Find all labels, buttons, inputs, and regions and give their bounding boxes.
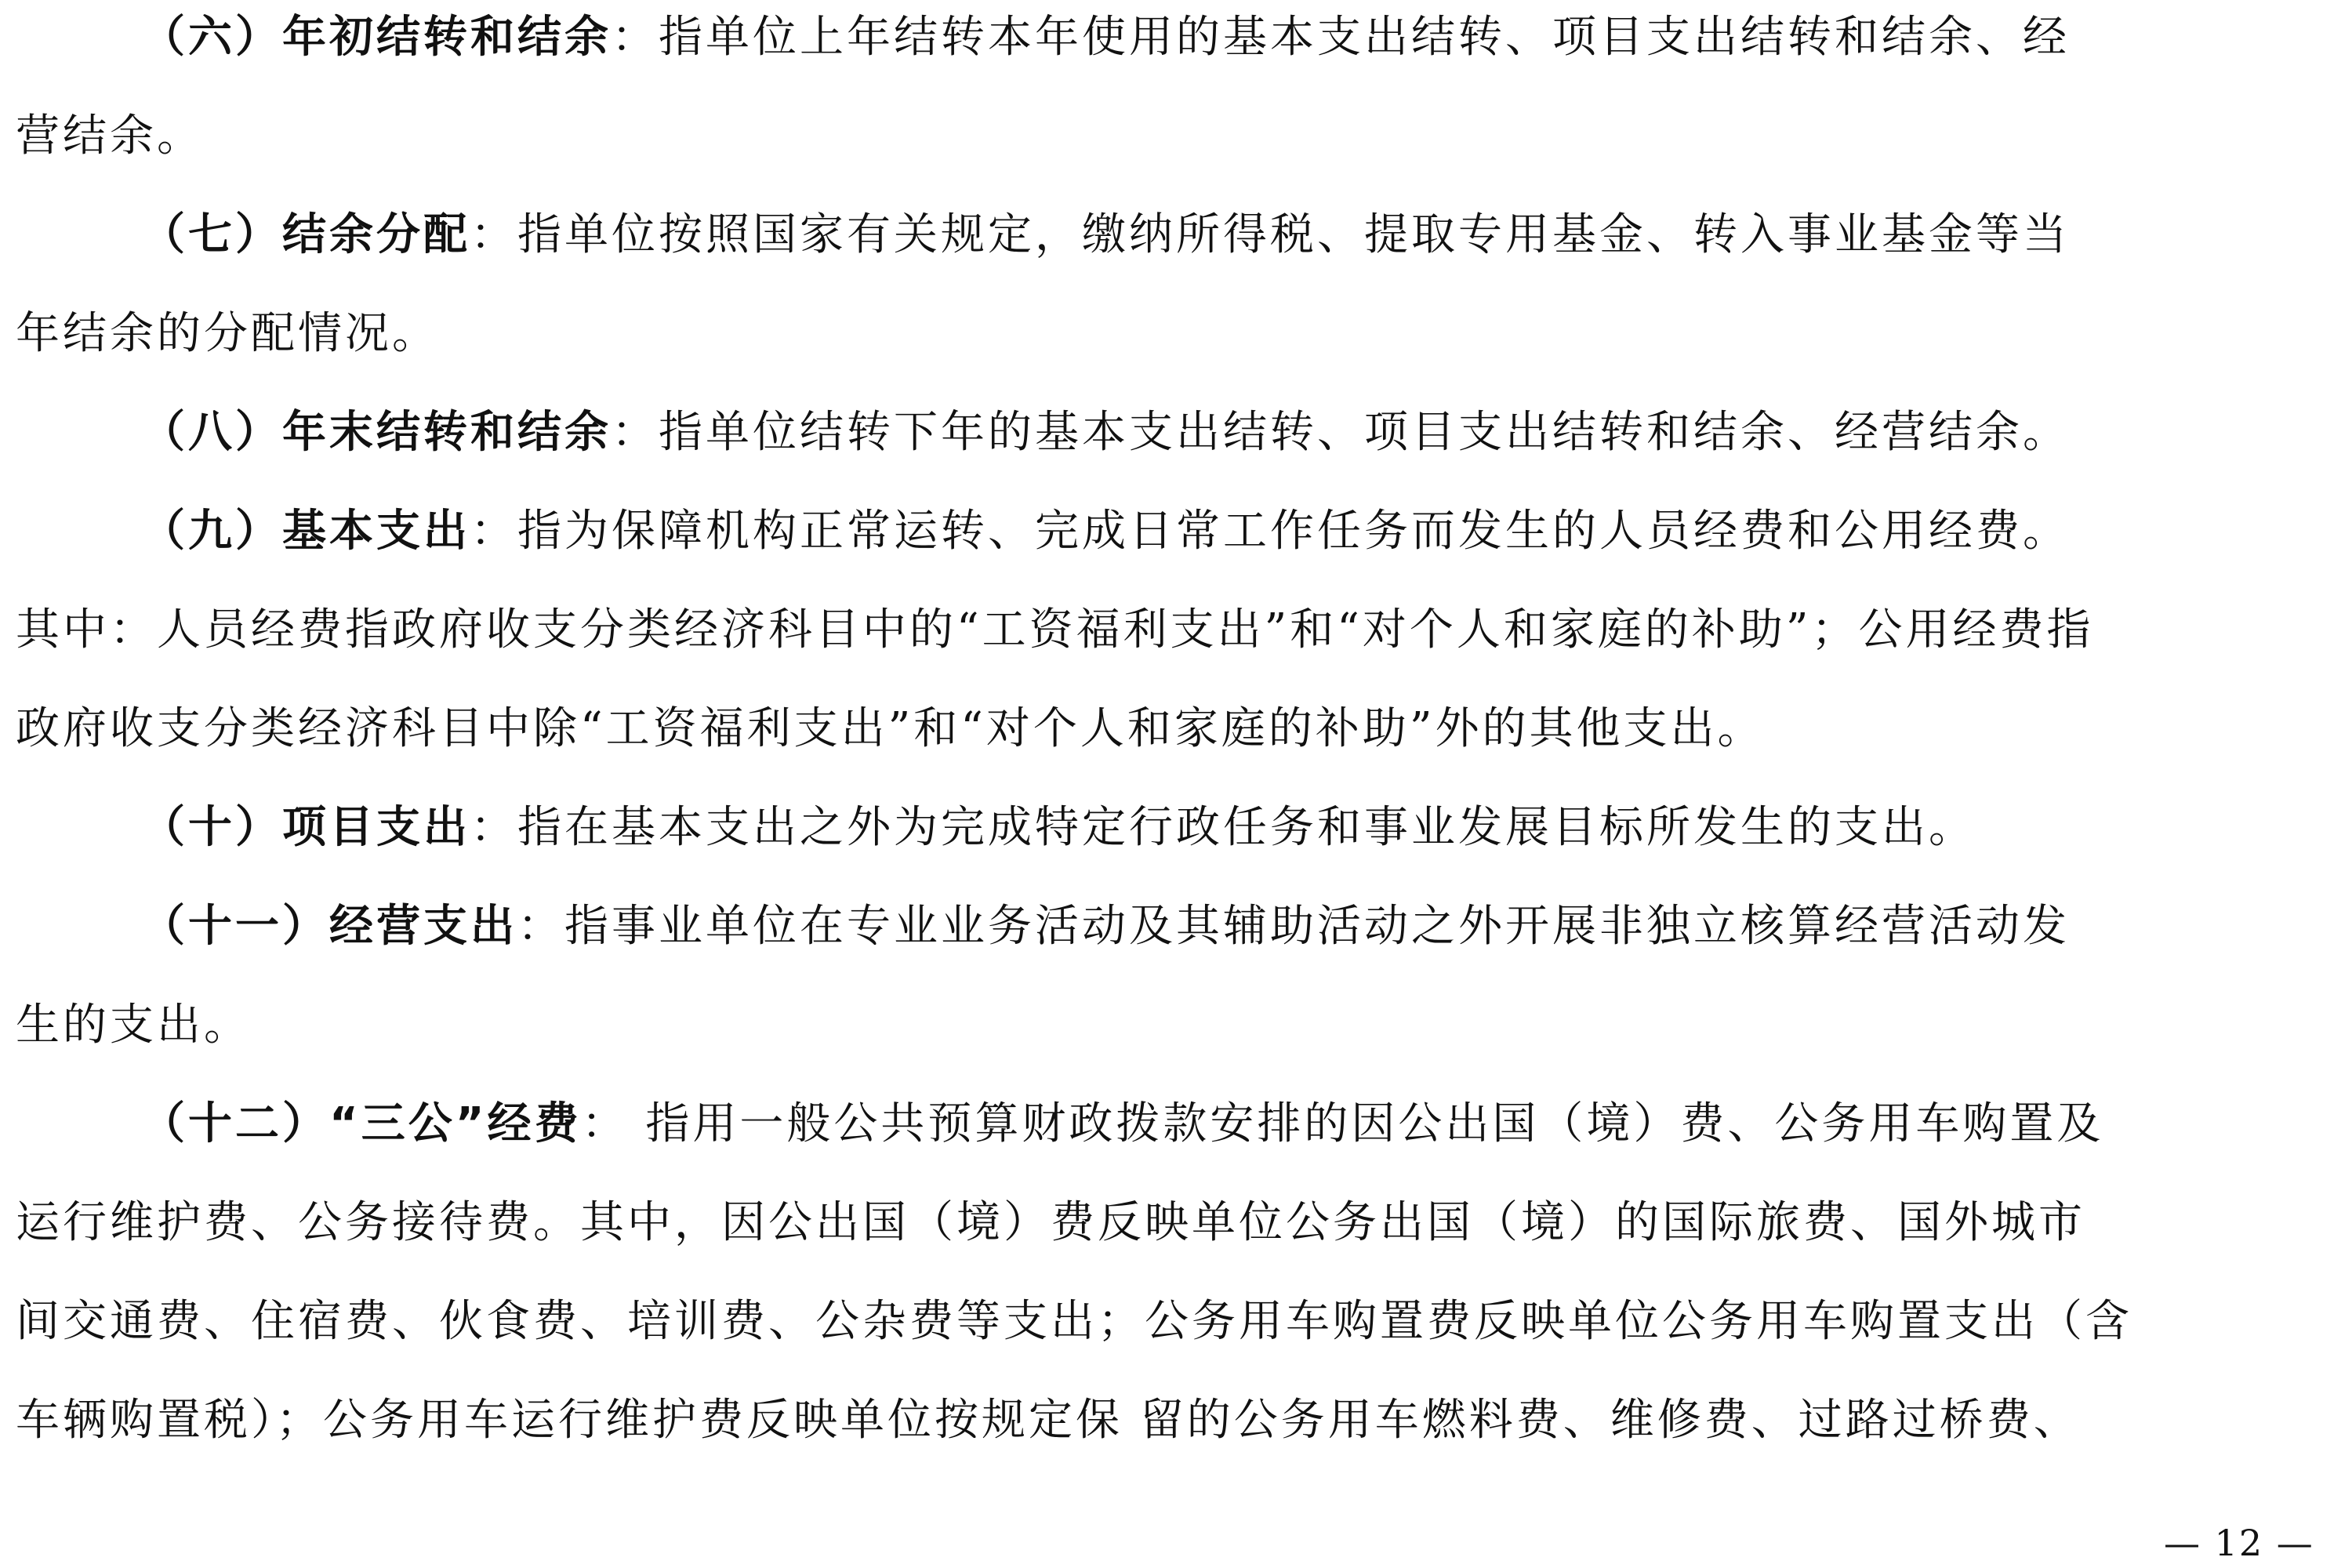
paragraph-12-term: （十二）“三公”经费 — [141, 1098, 582, 1149]
paragraph-12-text-4: 车辆购置税）；公务用车运行维护费反映单位按规定保 留的公务用车燃料费、维修费、过路过桥费、 — [16, 1395, 2081, 1446]
paragraph-12-line-1 — [141, 1093, 2103, 1156]
paragraph-7-term: （七）结余分配 — [141, 209, 470, 260]
page-number: — 12 — — [2164, 1522, 2314, 1564]
paragraph-6-text-2: 营结余。 — [16, 111, 204, 162]
paragraph-8-text-1: ：指单位结转下年的基本支出结转、项目支出结转和结余、经营结余。 — [612, 407, 2070, 458]
paragraph-12-line-2 — [16, 1192, 2085, 1254]
paragraph-7-line-1 — [141, 204, 2070, 267]
paragraph-12-line-4 — [16, 1389, 2081, 1452]
paragraph-12-text-1: ： 指用一般公共预算财政拨款安排的因公出国（境）费、公务用车购置及 — [581, 1098, 2104, 1149]
paragraph-7-text-2: 年结余的分配情况。 — [16, 308, 439, 359]
paragraph-6-term: （六）年初结转和结余 — [141, 12, 612, 63]
paragraph-6-line-1 — [141, 6, 2070, 69]
paragraph-12-line-3 — [16, 1290, 2132, 1353]
paragraph-11-line-2 — [16, 994, 251, 1057]
document-page — [16, 0, 2336, 1568]
paragraph-9-term: （九）基本支出 — [141, 506, 470, 557]
paragraph-10-term: （十）项目支出 — [141, 802, 470, 853]
paragraph-9-line-3 — [16, 698, 1765, 760]
paragraph-9-text-2: 其中：人员经费指政府收支分类经济科目中的“工资福利支出”和“对个人和家庭的补助”；公用经费指 — [16, 604, 2094, 655]
paragraph-6-text-1: ：指单位上年结转本年使用的基本支出结转、项目支出结转和结余、经 — [612, 12, 2070, 63]
paragraph-11-text-2: 生的支出。 — [16, 1000, 251, 1051]
paragraph-7-line-2 — [16, 303, 439, 365]
paragraph-11-term: （十一）经营支出 — [141, 901, 517, 952]
paragraph-12-text-2: 运行维护费、公务接待费。其中，因公出国（境）费反映单位公务出国（境）的国际旅费、国外城市 — [16, 1197, 2085, 1248]
paragraph-9-text-3: 政府收支分类经济科目中除“工资福利支出”和“对个人和家庭的补助”外的其他支出。 — [16, 703, 1765, 754]
paragraph-11-text-1: ：指事业单位在专业业务活动及其辅助活动之外开展非独立核算经营活动发 — [517, 901, 2070, 952]
paragraph-9-line-2 — [16, 599, 2094, 662]
paragraph-8-line-1 — [141, 401, 2070, 464]
paragraph-9-text-1: ：指为保障机构正常运转、完成日常工作任务而发生的人员经费和公用经费。 — [470, 506, 2070, 557]
paragraph-6-line-2 — [16, 105, 204, 168]
paragraph-7-text-1: ：指单位按照国家有关规定，缴纳所得税、提取专用基金、转入事业基金等当 — [470, 209, 2070, 260]
paragraph-12-text-3: 间交通费、住宿费、伙食费、培训费、公杂费等支出；公务用车购置费反映单位公务用车购置支出（含 — [16, 1296, 2132, 1347]
paragraph-9-line-1 — [141, 500, 2070, 563]
paragraph-11-line-1 — [141, 895, 2070, 958]
paragraph-8-term: （八）年末结转和结余 — [141, 407, 612, 458]
paragraph-10-text-1: ：指在基本支出之外为完成特定行政任务和事业发展目标所发生的支出。 — [470, 802, 1976, 853]
paragraph-10-line-1 — [141, 797, 1976, 859]
